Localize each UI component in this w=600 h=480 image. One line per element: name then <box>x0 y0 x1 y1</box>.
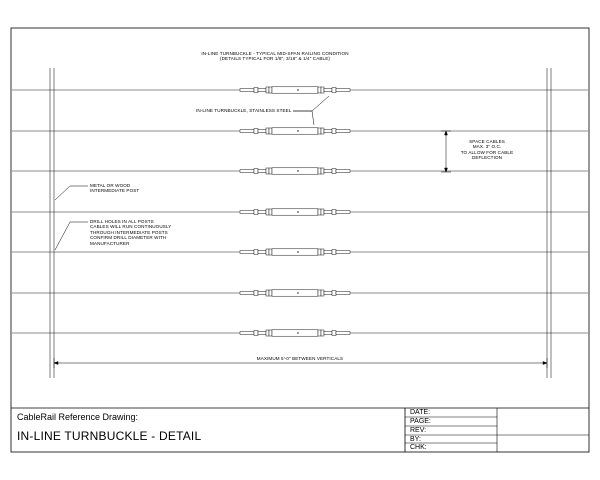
cable-run <box>12 128 588 134</box>
field-rev: REV: <box>410 427 427 434</box>
cable-run <box>12 168 588 174</box>
post-label: METAL OR WOOD INTERMEDIATE POST <box>90 183 140 194</box>
field-by: BY: <box>410 436 421 443</box>
max-span-label: MAXIMUM 5'-0" BETWEEN VERTICALS <box>256 356 344 361</box>
cable-group <box>12 87 588 336</box>
turnbuckle <box>240 290 350 296</box>
field-chk: CHK: <box>410 444 427 451</box>
turnbuckle <box>240 87 350 93</box>
drill-holes-label: DRILL HOLES IN ALL POSTS CABLES WILL RUN CONTINUOUSLY THROUGH INTERMEDIATE POSTS CONFIRM DRILL DIAMETER WITH MANUFACTURER <box>90 219 172 246</box>
left-post <box>50 68 54 378</box>
turnbuckle-label: IN-LINE TURNBUCKLE, STAINLESS STEEL <box>196 108 292 113</box>
cable-run <box>12 290 588 296</box>
title-block <box>11 408 405 452</box>
turnbuckle <box>240 249 350 255</box>
field-page: PAGE: <box>410 418 431 425</box>
drawing-heading: IN-LINE TURNBUCKLE - TYPICAL MID-SPAN RAILING CONDITION (DETAILS TYPICAL FOR 1/8", 3/16" & 1/4" CABLE) <box>201 51 349 62</box>
cable-run <box>12 330 588 336</box>
title-block-subtitle: CableRail Reference Drawing: <box>17 412 139 422</box>
title-block-title: IN-LINE TURNBUCKLE - DETAIL <box>17 429 202 443</box>
spacing-dimension <box>441 131 451 172</box>
field-date: DATE: <box>410 409 431 416</box>
cable-run <box>12 209 588 215</box>
turnbuckle-leader <box>293 96 329 125</box>
drill-leader <box>55 222 88 250</box>
cable-run <box>12 87 588 93</box>
turnbuckle <box>240 168 350 174</box>
turnbuckle <box>240 330 350 336</box>
post-leader <box>55 186 88 200</box>
spacing-label: SPACE CABLES MAX. 3" O.C. TO ALLOW FOR CABLE DEFLECTION <box>460 139 514 161</box>
cable-run <box>12 249 588 255</box>
turnbuckle <box>240 128 350 134</box>
turnbuckle <box>240 209 350 215</box>
right-post <box>547 68 551 378</box>
